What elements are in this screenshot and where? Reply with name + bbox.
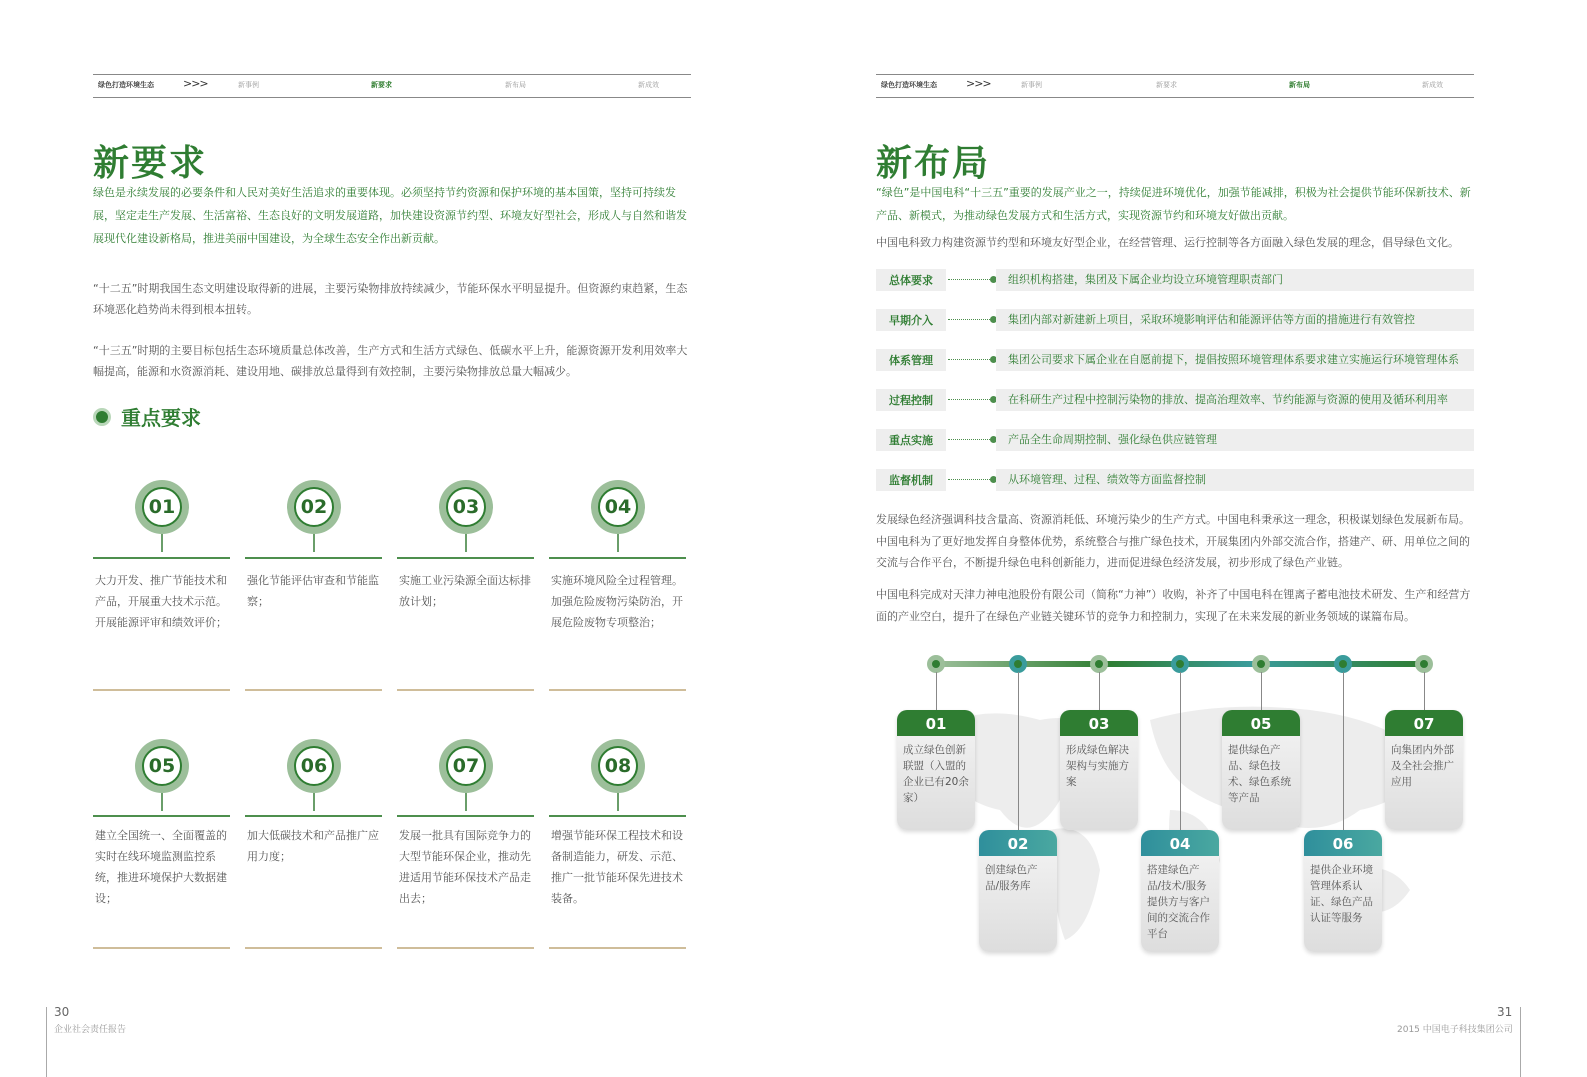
requirement-label: 重点实施 <box>876 429 946 451</box>
step-number: 02 <box>979 830 1057 856</box>
timeline-step <box>1385 710 1463 830</box>
dotted-connector <box>948 479 992 480</box>
intro-text: 绿色是永续发展的必要条件和人民对美好生活追求的重要体现。必须坚持节约资源和保护环境的基本国策，坚持可持续发展，坚定走生产发展、生活富裕、生态良好的文明发展道路，加快建设资源节约型、环境友好型社会，形成人与自然和谐发展现代化建设新格局，推进美丽中国建设，为全球生态安全作出新贡献。 <box>93 186 687 245</box>
requirement-text: 组织机构搭建，集团及下属企业均设立环境管理职责部门 <box>996 269 1474 291</box>
card-number: 06 <box>294 746 334 786</box>
intro-text-right: “绿色”是中国电科“十三五”重要的发展产业之一，持续促进环境优化，加强节能减排，积极为社会提供节能环保新技术、新产品、新模式，为推动绿色发展方式和生活方式，实现资源节约和环境友好做出贡献。 <box>876 186 1471 222</box>
step-number: 06 <box>1304 830 1382 856</box>
requirement-label: 早期介入 <box>876 309 946 331</box>
requirement-row <box>876 349 1474 371</box>
location-pin-icon <box>591 739 645 793</box>
dotted-connector <box>948 279 992 280</box>
card-number: 02 <box>294 487 334 527</box>
card-text: 大力开发、推广节能技术和产品，开展重大技术示范。开展能源评审和绩效评价； <box>95 574 227 629</box>
timeline-node <box>1171 655 1189 673</box>
requirement-row <box>876 469 1474 491</box>
timeline-connector <box>936 672 937 710</box>
page-rule-right <box>1520 1007 1521 1077</box>
timeline-step <box>1141 830 1219 952</box>
timeline-step <box>1060 710 1138 830</box>
requirement-label: 过程控制 <box>876 389 946 411</box>
location-pin-icon <box>439 480 493 534</box>
paragraph-13th: “十三五”时期的主要目标包括生态环境质量总体改善，生产方式和生活方式绿色、低碳水平上升，能源资源开发利用效率大幅提高，能源和水资源消耗、建设用地、碳排放总量得到有效控制，主要污染物排放总量大幅减少。 <box>93 344 688 378</box>
node-dot-icon <box>1095 660 1103 668</box>
pin-stem <box>161 793 163 811</box>
requirement-label: 总体要求 <box>876 269 946 291</box>
nav-item-layout[interactable]: 新布局 <box>1289 81 1310 89</box>
card-number: 04 <box>598 487 638 527</box>
nav-item-results[interactable]: 新成效 <box>1422 81 1443 89</box>
step-number: 04 <box>1141 830 1219 856</box>
card-number: 01 <box>142 487 182 527</box>
card-top-divider <box>93 557 230 559</box>
location-pin-icon <box>135 480 189 534</box>
nav-item-cases[interactable]: 新事例 <box>238 81 259 89</box>
node-dot-icon <box>1420 660 1428 668</box>
node-dot-icon <box>1176 660 1184 668</box>
timeline-connector <box>1180 672 1181 830</box>
timeline-connector <box>1261 672 1262 710</box>
left-page <box>0 0 793 1077</box>
requirement-text: 在科研生产过程中控制污染物的排放、提高治理效率、节约能源与资源的使用及循环利用率 <box>996 389 1474 411</box>
card-top-divider <box>549 557 686 559</box>
timeline-node <box>1415 655 1433 673</box>
requirement-label: 监督机制 <box>876 469 946 491</box>
pin-stem <box>465 793 467 811</box>
dotted-connector <box>948 439 992 440</box>
step-number: 03 <box>1060 710 1138 736</box>
nav-arrows: >>> <box>183 77 208 90</box>
requirement-row <box>876 389 1474 411</box>
card-bottom-divider <box>93 689 230 691</box>
location-pin-icon <box>287 480 341 534</box>
step-number: 07 <box>1385 710 1463 736</box>
requirement-text: 从环境管理、过程、绩效等方面监督控制 <box>996 469 1474 491</box>
location-pin-icon <box>591 480 645 534</box>
timeline-connector <box>1343 672 1344 830</box>
page-rule <box>46 1007 47 1077</box>
paragraph-lishen: 中国电科完成对天津力神电池股份有限公司（简称“力神”）收购，补齐了中国电科在锂离子蓄电池技术研发、生产和经营方面的产业空白，提升了在绿色产业链关键环节的竞争力和控制力，实现了在未来发展的新业务领域的谋篇布局。 <box>876 588 1471 623</box>
nav-section: 绿色打造环境生态 <box>881 81 937 89</box>
nav-bar-right <box>876 74 1474 98</box>
dotted-connector <box>948 399 992 400</box>
step-text: 向集团内外部及全社会推广应用 <box>1391 744 1454 788</box>
requirement-text: 集团内部对新建新上项目，采取环境影响评估和能源评估等方面的措施进行有效管控 <box>996 309 1474 331</box>
page-number-right: 31 <box>1497 1005 1513 1019</box>
step-text: 提供绿色产品、绿色技术、绿色系统等产品 <box>1228 744 1291 804</box>
card-text: 加大低碳技术和产品推广应用力度； <box>247 829 379 863</box>
step-text: 成立绿色创新联盟（入盟的企业已有20余家） <box>903 744 969 804</box>
card-bottom-divider <box>245 689 382 691</box>
timeline-step <box>979 830 1057 952</box>
paragraph-culture: 中国电科致力构建资源节约型和环境友好型企业，在经营管理、运行控制等各方面融入绿色发展的理念，倡导绿色文化。 <box>876 236 1459 249</box>
card-text: 实施环境风险全过程管理。加强危险废物污染防治，开展危险废物专项整治； <box>551 574 683 629</box>
card-text: 增强节能环保工程技术和设备制造能力，研发、示范、推广一批节能环保先进技术装备。 <box>551 829 683 905</box>
timeline-connector <box>1424 672 1425 710</box>
timeline-node <box>1009 655 1027 673</box>
card-top-divider <box>93 815 230 817</box>
location-pin-icon <box>287 739 341 793</box>
card-top-divider <box>397 815 534 817</box>
node-dot-icon <box>932 660 940 668</box>
paragraph-green-economy: 发展绿色经济强调科技含量高、资源消耗低、环境污染少的生产方式。中国电科秉承这一理念，积极谋划绿色发展新布局。中国电科为了更好地发挥自身整体优势，系统整合与推广绿色技术，开展集团内外部交流合作，搭建产、研、用单位之间的交流与合作平台，不断提升绿色电科创新能力，进而促进绿色经济发展，初步形成了绿色产业链。 <box>876 513 1470 569</box>
card-text: 发展一批具有国际竞争力的大型节能环保企业，推动先进适用节能环保技术产品走出去； <box>399 829 531 905</box>
step-text: 搭建绿色产品/技术/服务提供方与客户间的交流合作平台 <box>1147 864 1210 940</box>
requirement-text: 产品全生命周期控制、强化绿色供应链管理 <box>996 429 1474 451</box>
timeline-step <box>1304 830 1382 952</box>
timeline-node <box>1334 655 1352 673</box>
nav-item-results[interactable]: 新成效 <box>638 81 659 89</box>
card-text: 实施工业污染源全面达标排放计划； <box>399 574 531 608</box>
paragraph-12th: “十二五”时期我国生态文明建设取得新的进展，主要污染物排放持续减少，节能环保水平明显提升。但资源约束趋紧，生态环境恶化趋势尚未得到根本扭转。 <box>93 282 688 316</box>
location-pin-icon <box>439 739 493 793</box>
card-top-divider <box>397 557 534 559</box>
pin-stem <box>617 793 619 811</box>
card-bottom-divider <box>549 947 686 949</box>
card-bottom-divider <box>397 947 534 949</box>
nav-arrows: >>> <box>966 77 991 90</box>
timeline-connector <box>1018 672 1019 830</box>
card-number: 07 <box>446 746 486 786</box>
dotted-connector <box>948 359 992 360</box>
nav-section: 绿色打造环境生态 <box>98 81 154 89</box>
requirement-label: 体系管理 <box>876 349 946 371</box>
footer-text: 企业社会责任报告 <box>54 1025 127 1035</box>
timeline-node <box>1090 655 1108 673</box>
card-top-divider <box>245 557 382 559</box>
nav-bar <box>93 74 691 98</box>
requirement-row <box>876 309 1474 331</box>
card-text: 强化节能评估审查和节能监察； <box>247 574 379 608</box>
card-number: 03 <box>446 487 486 527</box>
timeline-node <box>927 655 945 673</box>
timeline-step <box>897 710 975 830</box>
timeline-node <box>1252 655 1270 673</box>
step-number: 01 <box>897 710 975 736</box>
card-number: 08 <box>598 746 638 786</box>
bullet-dot-icon <box>93 408 111 426</box>
pin-stem <box>313 534 315 552</box>
pin-stem <box>617 534 619 552</box>
timeline-step <box>1222 710 1300 830</box>
page-title: 新要求 <box>93 143 208 184</box>
requirement-text: 集团公司要求下属企业在自愿前提下，提倡按照环境管理体系要求建立实施运行环境管理体系 <box>996 349 1474 371</box>
card-bottom-divider <box>245 947 382 949</box>
page-title-right: 新布局 <box>876 143 991 184</box>
card-number: 05 <box>142 746 182 786</box>
node-dot-icon <box>1339 660 1347 668</box>
node-dot-icon <box>1014 660 1022 668</box>
section-heading <box>93 402 201 431</box>
card-bottom-divider <box>549 689 686 691</box>
step-text: 形成绿色解决架构与实施方案 <box>1066 744 1129 788</box>
card-text: 建立全国统一、全面覆盖的实时在线环境监测监控系统，推进环境保护大数据建设； <box>95 829 227 905</box>
nav-item-layout[interactable]: 新布局 <box>505 81 526 89</box>
node-dot-icon <box>1257 660 1265 668</box>
section-title: 重点要求 <box>121 406 201 430</box>
nav-item-requirements[interactable]: 新要求 <box>1156 81 1177 89</box>
card-top-divider <box>245 815 382 817</box>
page-number: 30 <box>54 1005 70 1019</box>
step-text: 提供企业环境管理体系认证、绿色产品认证等服务 <box>1310 864 1373 924</box>
nav-item-cases[interactable]: 新事例 <box>1021 81 1042 89</box>
card-bottom-divider <box>397 689 534 691</box>
pin-stem <box>161 534 163 552</box>
step-text: 创建绿色产品/服务库 <box>985 864 1038 892</box>
pin-stem <box>465 534 467 552</box>
timeline-connector <box>1099 672 1100 710</box>
nav-item-requirements[interactable]: 新要求 <box>371 81 392 89</box>
step-number: 05 <box>1222 710 1300 736</box>
requirement-row <box>876 429 1474 451</box>
requirement-row <box>876 269 1474 291</box>
card-bottom-divider <box>93 947 230 949</box>
footer-text-right: 2015 中国电子科技集团公司 <box>1397 1025 1513 1035</box>
card-top-divider <box>549 815 686 817</box>
dotted-connector <box>948 319 992 320</box>
location-pin-icon <box>135 739 189 793</box>
pin-stem <box>313 793 315 811</box>
